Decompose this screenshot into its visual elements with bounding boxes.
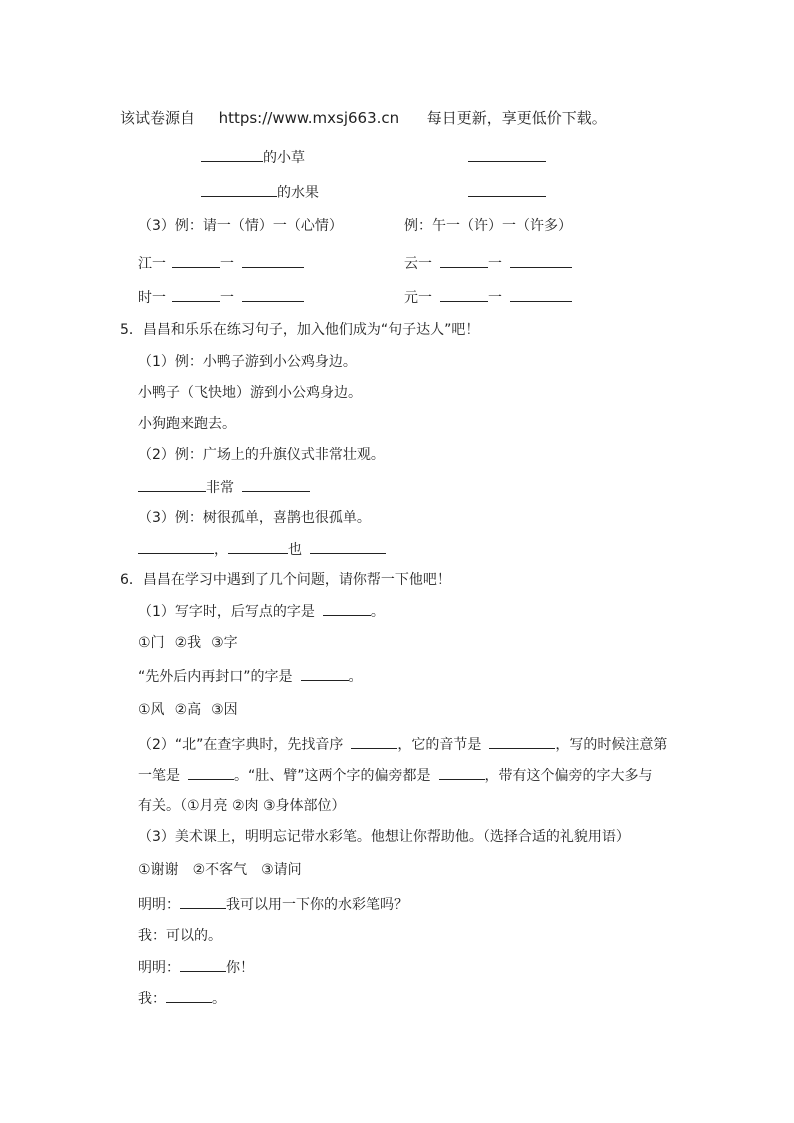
answer-blank[interactable] [172,287,220,302]
speaker: 明明： [138,897,180,913]
speaker: 我： [138,991,166,1007]
q4-chain-1 [138,253,304,273]
question-text: 。“肚、臂”这两个字的偏旁都是 [234,768,431,784]
q4-example-right: 例：午一（许）一（许多） [404,218,572,234]
q4-chain-4 [404,287,572,307]
q6-part1-options [138,633,238,653]
q4-row2-left [201,182,319,202]
option-1[interactable]: ①门 [138,635,165,651]
answer-blank[interactable] [180,957,226,972]
word-fei-chang: 非常 [206,480,234,496]
answer-blank[interactable] [201,182,277,197]
dialogue-line-1 [138,894,408,914]
answer-blank[interactable] [188,765,234,780]
answer-blank[interactable] [468,147,546,162]
answer-blank[interactable] [440,253,488,268]
chain-start: 江一 [138,256,166,272]
answer-blank[interactable] [242,287,304,302]
chain-start: 时一 [138,290,166,306]
q6-part2-line2 [138,765,653,785]
q5-sub1-question: 小狗跑来跑去。 [138,416,236,432]
question-text: 一笔是 [138,768,180,784]
option-2[interactable]: ②高 [174,702,202,718]
answer-blank[interactable] [351,734,397,749]
answer-blank[interactable] [180,894,226,909]
answer-blank[interactable] [242,477,310,492]
option-3[interactable]: ③字 [211,635,238,651]
q6-part1b-question [138,666,363,686]
answer-blank[interactable] [439,765,485,780]
period: 。 [370,604,385,620]
header-suffix: 每日更新，享更低价下载。 [426,109,607,127]
answer-blank[interactable] [138,477,206,492]
word-ye: 也 [288,542,302,558]
speaker: 明明： [138,960,180,976]
question-text: ，它的音节是 [397,737,482,753]
dialogue-text: 我可以用一下你的水彩笔吗？ [226,897,408,913]
comma: ， [214,542,228,558]
chain-dash: 一 [220,256,234,272]
answer-blank[interactable] [166,988,212,1003]
q5-sub2-example: （2）例：广场上的升旗仪式非常壮观。 [138,447,385,463]
chain-dash: 一 [488,290,502,306]
q4-example-left: （3）例：请一（情）一（心情） [138,218,343,234]
q6-part1b-options [138,700,238,720]
question-text: “先外后内再封口”的字是 [138,669,293,685]
q6-part3-question: （3）美术课上，明明忘记带水彩笔。他想让你帮助他。（选择合适的礼貌用语） [138,829,630,845]
question-text: ，带有这个偏旁的字大多与 [484,768,653,784]
q4-row2-right [468,182,546,202]
q4-chain-3 [138,287,304,307]
source-header [120,108,607,128]
answer-blank[interactable] [172,253,220,268]
chain-dash: 一 [488,256,502,272]
header-prefix: 该试卷源自 [120,109,196,127]
answer-blank[interactable] [310,539,386,554]
dialogue-line-4 [138,988,226,1008]
answer-blank[interactable] [468,182,546,197]
answer-blank[interactable] [242,253,304,268]
q6-part3-options [138,860,302,880]
q6-part2-line3: 有关。（①月亮 ②肉 ③身体部位） [138,798,346,814]
q4-row1-right [468,147,546,167]
chain-start: 元一 [404,290,432,306]
q4-row1-left [201,147,305,167]
q5-sub3-line [138,539,386,559]
option-3[interactable]: ③因 [211,702,238,718]
option-1[interactable]: ①谢谢 [138,862,179,878]
period: 。 [212,991,226,1007]
dialogue-line-2: 我：可以的。 [138,928,222,944]
chain-start: 云一 [404,256,432,272]
option-1[interactable]: ①风 [138,702,165,718]
answer-blank[interactable] [489,734,555,749]
answer-blank[interactable] [510,287,572,302]
question-text: ，写的时候注意第 [555,737,668,753]
dialogue-text: 你！ [226,960,254,976]
q5-sub2-line [138,477,310,497]
q4-row2-text: 的水果 [277,185,319,201]
question-text: （1）写字时，后写点的字是 [138,604,315,620]
answer-blank[interactable] [323,601,371,616]
question-text: （2）“北”在查字典时，先找音序 [138,737,344,753]
option-2[interactable]: ②我 [174,635,202,651]
answer-blank[interactable] [301,666,349,681]
period: 。 [348,669,363,685]
q5-sub1-example: （1）例：小鸭子游到小公鸡身边。 [138,354,357,370]
header-url[interactable]: https://www.mxsj663.cn [218,109,400,127]
q5-title: 5．昌昌和乐乐在练习句子，加入他们成为“句子达人”吧！ [120,322,480,338]
answer-blank[interactable] [440,287,488,302]
q6-part2-line1 [138,734,667,754]
q4-row1-text: 的小草 [263,150,305,166]
q6-title: 6．昌昌在学习中遇到了几个问题，请你帮一下他吧！ [120,572,451,588]
option-3[interactable]: ③请问 [261,862,302,878]
answer-blank[interactable] [228,539,288,554]
dialogue-line-3 [138,957,254,977]
q4-chain-2 [404,253,572,273]
q6-part1-question [138,601,385,621]
chain-dash: 一 [220,290,234,306]
answer-blank[interactable] [510,253,572,268]
answer-blank[interactable] [138,539,214,554]
q5-sub1-answer: 小鸭子（飞快地）游到小公鸡身边。 [138,385,362,401]
q5-sub3-example: （3）例：树很孤单，喜鹊也很孤单。 [138,510,371,526]
answer-blank[interactable] [201,147,263,162]
option-2[interactable]: ②不客气 [192,862,248,878]
